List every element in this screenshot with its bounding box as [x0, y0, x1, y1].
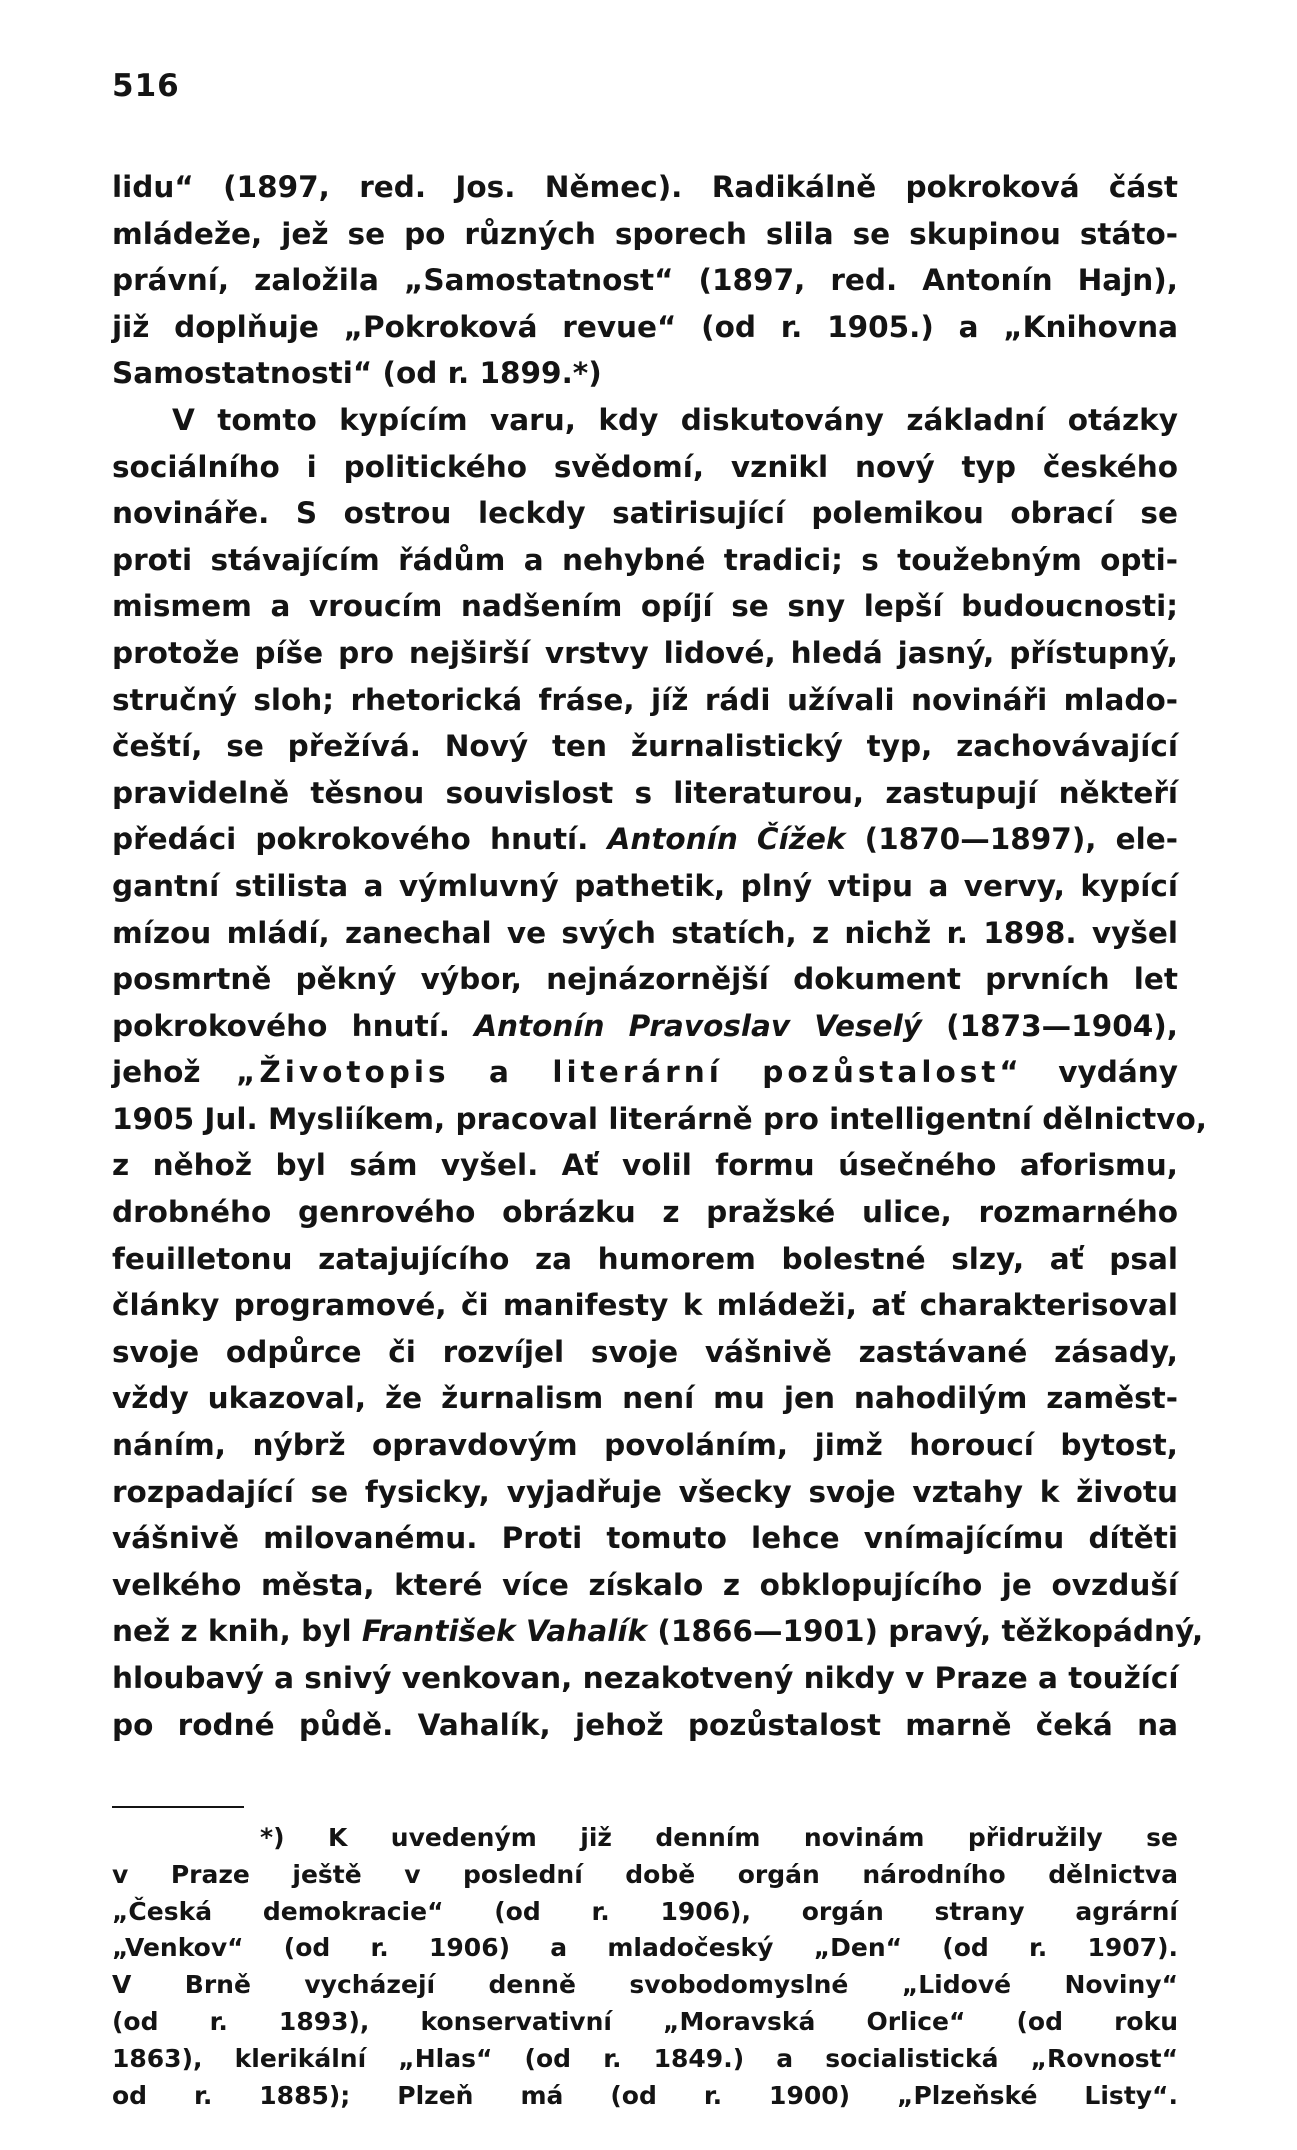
- text-line: mismem a vroucím nadšením opíjí se sny lepší budoucnosti;: [112, 589, 1178, 624]
- text-line: vášnivě milovanému. Proti tomuto lehce vnímajícímu dítěti: [112, 1521, 1178, 1556]
- text-line: posmrtně pěkný výbor, nejnázornější dokument prvních let: [112, 962, 1178, 997]
- footnote-line: „Venkov“ (od r. 1906) a mladočeský „Den“ (od r. 1907).: [112, 1933, 1178, 1963]
- text-segment: jehož: [112, 1055, 201, 1090]
- footnote-line: od r. 1885); Plzeň má (od r. 1900) „Plzeňské Listy“.: [112, 2080, 1178, 2110]
- text-line: čeští, se přežívá. Nový ten žurnalistický typ, zachovávající: [112, 729, 1178, 764]
- author-name: Antonín Pravoslav Veselý: [474, 1008, 922, 1043]
- author-name: Antonín Čížek: [607, 822, 846, 857]
- spaced-title: „Životopis a literární pozůstalost“: [236, 1055, 1023, 1090]
- text-line: mládeže, jež se po různých sporech slila se skupinou státo-: [112, 216, 1178, 251]
- text-segment: (1866—1901) pravý, těžkopádný,: [657, 1614, 1204, 1649]
- text-line: lidu“ (1897, red. Jos. Němec). Radikálně pokroková část: [112, 170, 1178, 204]
- text-line: [112, 816, 1178, 863]
- text-line: novináře. S ostrou leckdy satirisující polemikou obrací se: [112, 496, 1178, 531]
- footnote-line: V Brně vycházejí denně svobodomyslné „Lidové Noviny“: [112, 1970, 1178, 2000]
- author-name: František Vahalík: [361, 1614, 648, 1649]
- page-number: 516: [112, 68, 180, 104]
- text-line: po rodné půdě. Vahalík, jehož pozůstalost marně čeká na: [112, 1707, 1178, 1742]
- footnote-line: 1863), klerikální „Hlas“ (od r. 1849.) a socialistická „Rovnost“: [112, 2043, 1178, 2073]
- text-line: stručný sloh; rhetorická fráse, jíž rádi užívali novináři mlado-: [112, 682, 1178, 717]
- text-line: vždy ukazoval, že žurnalism není mu jen nahodilým zaměst-: [112, 1381, 1178, 1416]
- text-line: feuilletonu zatajujícího za humorem bolestné slzy, ať psal: [112, 1241, 1178, 1276]
- text-line: pravidelně těsnou souvislost s literaturou, zastupují někteří: [112, 775, 1178, 810]
- text-line: mízou mládí, zanechal ve svých statích, z nichž r. 1898. vyšel: [112, 915, 1178, 950]
- text-segment: (1870—1897), ele-: [864, 822, 1178, 857]
- main-text: [112, 164, 1207, 1748]
- text-line: hloubavý a snivý venkovan, nezakotvený nikdy v Praze a toužící: [112, 1661, 1179, 1695]
- text-line: drobného genrového obrázku z pražské ulice, rozmarného: [112, 1195, 1178, 1230]
- text-line: [112, 1608, 1204, 1655]
- text-line: rozpadající se fysicky, vyjadřuje všecky svoje vztahy k životu: [112, 1474, 1178, 1509]
- text-line: z něhož byl sám vyšel. Ať volil formu úsečného aforismu,: [112, 1148, 1178, 1183]
- text-line: gantní stilista a výmluvný pathetik, plný vtipu a vervy, kypící: [112, 868, 1178, 903]
- text-line: svoje odpůrce či rozvíjel svoje vášnivě zastávané zásady,: [112, 1334, 1178, 1369]
- text-segment: (1873—1904),: [946, 1008, 1178, 1043]
- footnote-line: v Praze ještě v poslední době orgán národního dělnictva: [112, 1859, 1178, 1889]
- text-line: právní, založila „Samostatnost“ (1897, red. Antonín Hajn),: [112, 263, 1178, 298]
- text-segment: předáci pokrokového hnutí.: [112, 822, 589, 857]
- footnote-line: „Česká demokracie“ (od r. 1906), orgán strany agrární: [112, 1896, 1178, 1926]
- text-line: [112, 1003, 1178, 1050]
- footnote: [112, 1820, 1178, 2114]
- text-line: 1905 Jul. Mysliíkem, pracoval literárně pro intelligentní dělnictvo,: [112, 1101, 1207, 1136]
- text-line: proti stávajícím řádům a nehybné tradici; s toužebným opti-: [112, 542, 1178, 577]
- text-line: již doplňuje „Pokroková revue“ (od r. 1905.) a „Knihovna: [112, 309, 1178, 344]
- text-line: protože píše pro nejširší vrstvy lidové, hledá jasný, přístupný,: [112, 635, 1178, 670]
- text-line: Samostatnosti“ (od r. 1899.*): [112, 356, 602, 391]
- text-line: V tomto kypícím varu, kdy diskutovány základní otázky: [172, 402, 1178, 437]
- text-line: sociálního i politického svědomí, vznikl nový typ českého: [112, 449, 1178, 484]
- text-line: články programové, či manifesty k mládeži, ať charakterisoval: [112, 1288, 1178, 1323]
- text-line: náním, nýbrž opravdovým povoláním, jimž horoucí bytost,: [112, 1428, 1178, 1463]
- footnote-line: (od r. 1893), konservativní „Moravská Orlice“ (od roku: [112, 2006, 1178, 2036]
- footnote-divider: [112, 1806, 244, 1808]
- text-segment: vydány: [1058, 1055, 1178, 1090]
- text-line: [112, 1049, 1178, 1096]
- text-segment: než z knih, byl: [112, 1614, 352, 1649]
- text-segment: pokrokového hnutí.: [112, 1008, 451, 1043]
- text-line: velkého města, které více získalo z obklopujícího je ovzduší: [112, 1567, 1178, 1602]
- footnote-line: *) K uvedeným již denním novinám přidružily se: [260, 1823, 1178, 1852]
